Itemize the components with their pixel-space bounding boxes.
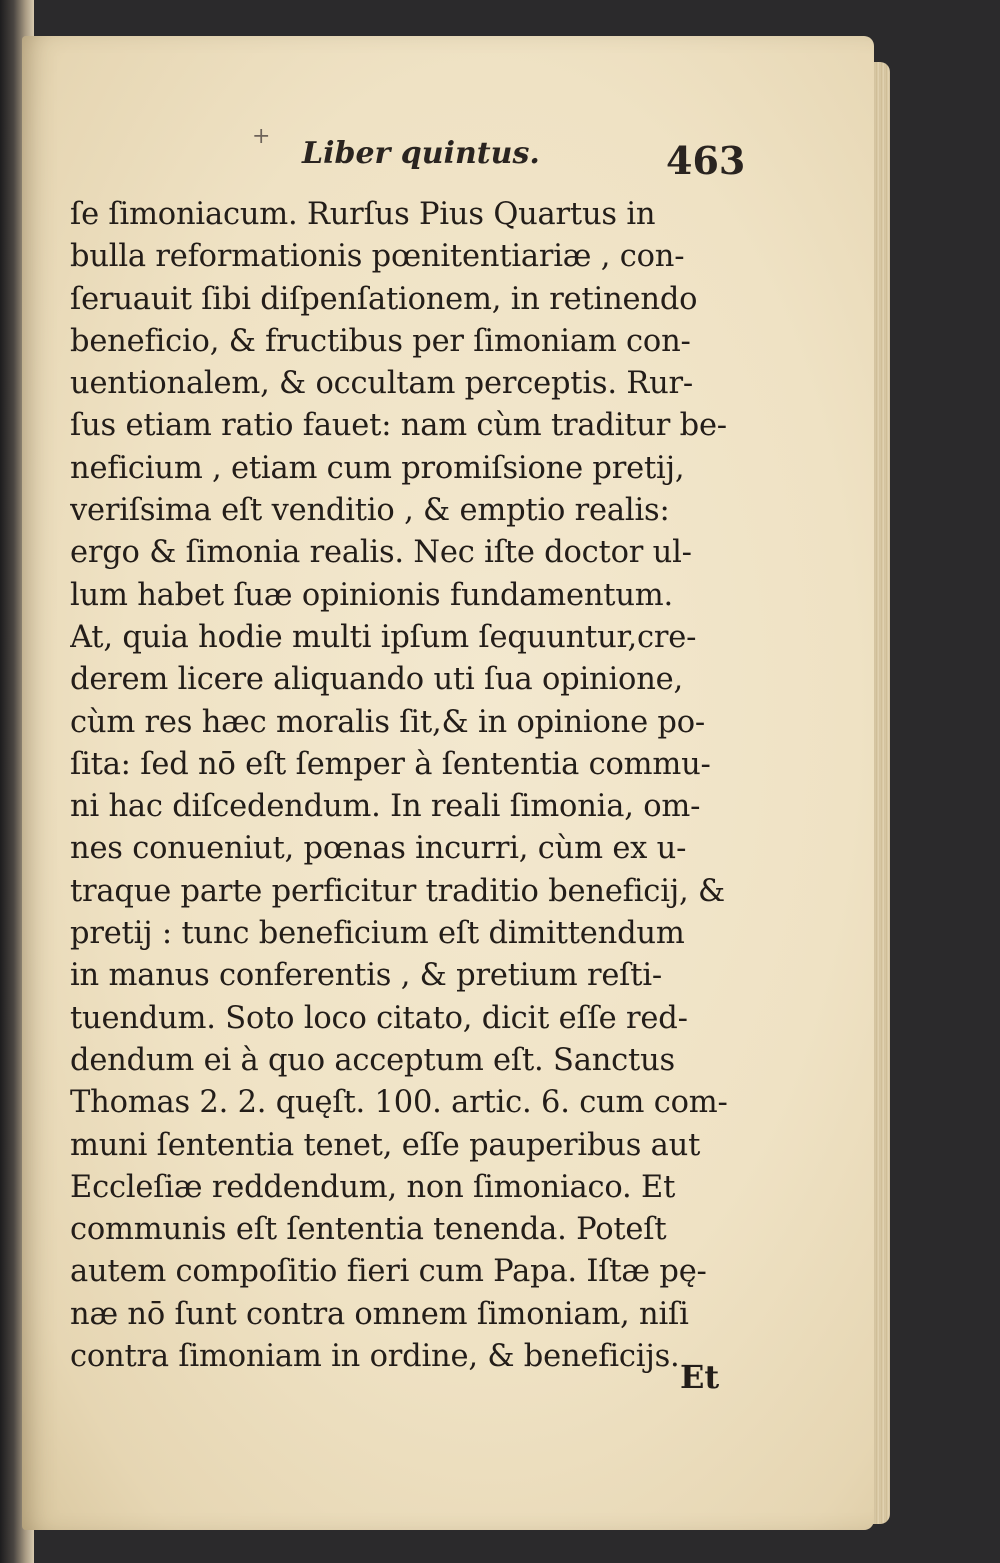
text-line: muni ſententia tenet, eſſe pauperibus aut bbox=[70, 1127, 701, 1163]
book-page bbox=[22, 36, 874, 1530]
text-line: ſe ſimoniacum. Rurſus Pius Quartus in bbox=[70, 197, 656, 232]
text-line: ſeruauit ſibi diſpenſationem, in retinendo bbox=[70, 281, 698, 317]
text-line: traque parte perficitur traditio beneficij, & bbox=[70, 873, 725, 909]
text-line: in manus conferentis , & pretium reſti- bbox=[70, 958, 662, 994]
text-line: ergo & ſimonia realis. Nec iſte doctor ul- bbox=[70, 535, 692, 571]
text-line: Thomas 2. 2. quęſt. 100. artic. 6. cum com- bbox=[70, 1085, 728, 1121]
body-text bbox=[70, 194, 750, 1378]
catchword: Et bbox=[680, 1358, 720, 1396]
text-line: Eccleſiæ reddendum, non ſimoniaco. Et bbox=[70, 1169, 676, 1205]
text-line: ſus etiam ratio fauet: nam cùm traditur be- bbox=[70, 408, 727, 444]
text-line: contra ſimoniam in ordine, & beneficijs. bbox=[70, 1339, 680, 1375]
text-line: autem compoſitio fieri cum Papa. Iſtæ pę- bbox=[70, 1254, 707, 1290]
text-line: bulla reformationis pœnitentiariæ , con- bbox=[70, 239, 685, 275]
text-line: neficium , etiam cum promiſsione pretij, bbox=[70, 450, 685, 486]
text-line: beneficio, & fructibus per ſimoniam con- bbox=[70, 323, 691, 359]
text-line: pretij : tunc beneficium eſt dimittendum bbox=[70, 916, 685, 952]
text-line: dendum ei à quo acceptum eſt. Sanctus bbox=[70, 1042, 675, 1078]
text-line: cùm res hæc moralis ſit,& in opinione po- bbox=[70, 704, 706, 740]
text-line: ſita: ſed nō eſt ſemper à ſententia commu- bbox=[70, 746, 711, 782]
text-line: veriſsima eſt venditio , & emptio realis: bbox=[70, 493, 670, 529]
text-line: derem licere aliquando uti ſua opinione, bbox=[70, 662, 684, 698]
text-line: nes conueniut, pœnas incurri, cùm ex u- bbox=[70, 831, 687, 867]
text-line: næ nō ſunt contra omnem ſimoniam, niſi bbox=[70, 1296, 689, 1332]
head-ornament-mark: + bbox=[252, 124, 271, 149]
text-line: At, quia hodie multi ipſum ſequuntur,cre- bbox=[70, 619, 697, 655]
text-line: tuendum. Soto loco citato, dicit eſſe red- bbox=[70, 1000, 688, 1036]
running-head bbox=[252, 124, 752, 184]
text-line: communis eſt ſententia tenenda. Poteſt bbox=[70, 1212, 667, 1248]
text-line: lum habet ſuæ opinionis fundamentum. bbox=[70, 577, 674, 613]
text-line: uentionalem, & occultam perceptis. Rur- bbox=[70, 366, 694, 402]
page-number: 463 bbox=[666, 138, 746, 183]
running-title: Liber quintus. bbox=[302, 136, 540, 171]
text-line: ni hac diſcedendum. In reali ſimonia, om- bbox=[70, 789, 701, 825]
